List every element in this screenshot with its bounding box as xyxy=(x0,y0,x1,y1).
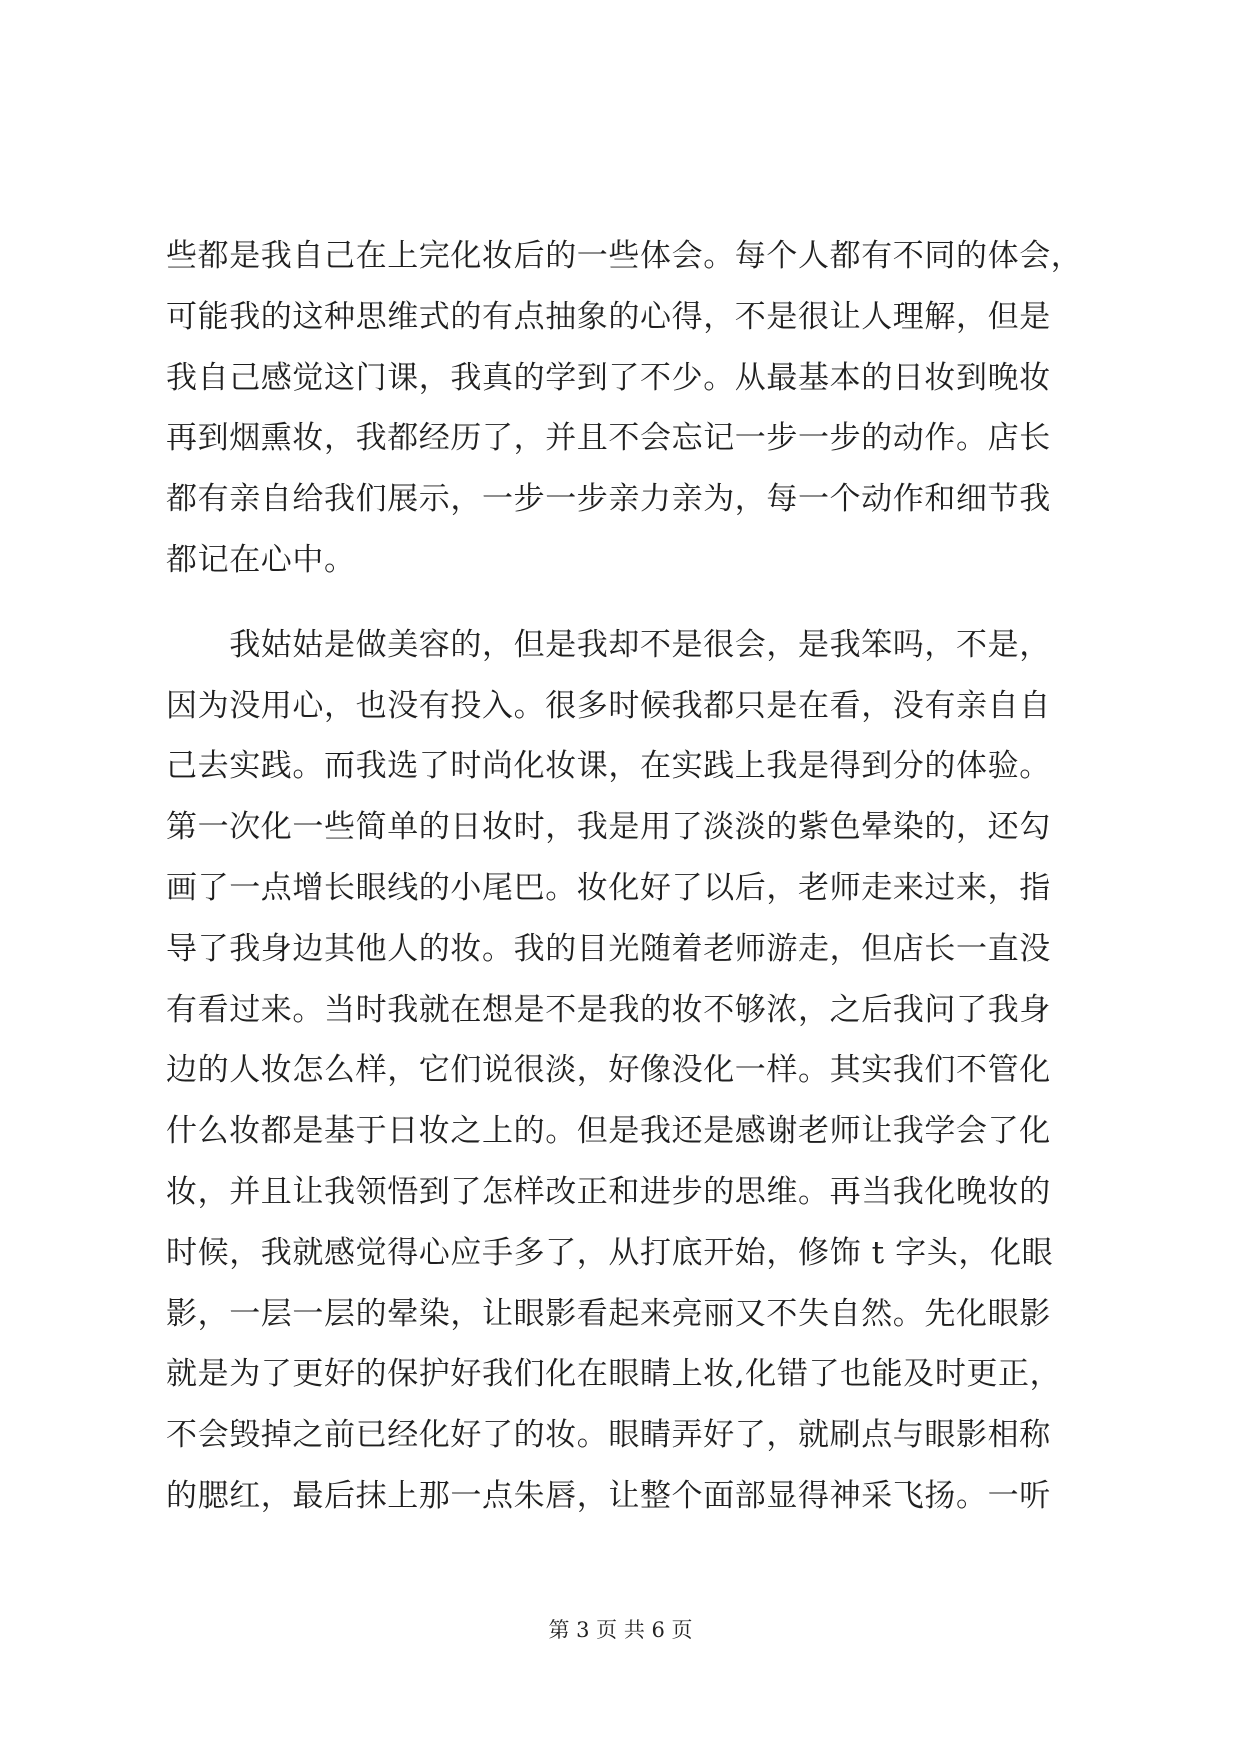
text-line: 时候，我就感觉得心应手多了，从打底开始，修饰 t 字头，化眼 xyxy=(166,1234,1054,1271)
page-footer xyxy=(0,1614,1241,1644)
text-line: 导了我身边其他人的妆。我的目光随着老师游走，但店长一直没 xyxy=(166,930,1051,967)
page-number: 第 3 页 共 6 页 xyxy=(548,1618,693,1642)
text-line: 什么妆都是基于日妆之上的。但是我还是感谢老师让我学会了化 xyxy=(166,1113,1051,1150)
text-line: 可能我的这种思维式的有点抽象的心得，不是很让人理解，但是 xyxy=(166,298,1051,335)
text-line: 边的人妆怎么样，它们说很淡，好像没化一样。其实我们不管化 xyxy=(166,1052,1051,1089)
text-line: 的腮红，最后抹上那一点朱唇，让整个面部显得神采飞扬。一听 xyxy=(166,1477,1051,1514)
text-line: 画了一点增长眼线的小尾巴。妆化好了以后，老师走来过来，指 xyxy=(166,869,1051,906)
text-line: 我自己感觉这门课，我真的学到了不少。从最基本的日妆到晚妆 xyxy=(166,359,1051,396)
text-line: 不会毁掉之前已经化好了的妆。眼睛弄好了，就刷点与眼影相称 xyxy=(166,1417,1051,1454)
text-line: 己去实践。而我选了时尚化妆课，在实践上我是得到分的体验。 xyxy=(166,748,1051,785)
text-line: 都记在心中。 xyxy=(166,541,356,578)
paragraph-1 xyxy=(166,226,1126,591)
text-line: 我姑姑是做美容的，但是我却不是很会，是我笨吗，不是， xyxy=(166,626,1051,663)
text-line: 有看过来。当时我就在想是不是我的妆不够浓，之后我问了我身 xyxy=(166,991,1051,1028)
text-line: 都有亲自给我们展示，一步一步亲力亲为，每一个动作和细节我 xyxy=(166,481,1051,518)
text-line: 影，一层一层的晕染，让眼影看起来亮丽又不失自然。先化眼影 xyxy=(166,1295,1051,1332)
paragraph-2 xyxy=(166,615,1126,1527)
paragraph-gap xyxy=(166,591,1126,615)
text-line: 就是为了更好的保护好我们化在眼睛上妆,化错了也能及时更正， xyxy=(166,1356,1062,1393)
text-line: 因为没用心，也没有投入。很多时候我都只是在看，没有亲自自 xyxy=(166,687,1051,724)
text-line: 再到烟熏妆，我都经历了，并且不会忘记一步一步的动作。店长 xyxy=(166,420,1051,457)
text-line: 第一次化一些简单的日妆时，我是用了淡淡的紫色晕染的，还勾 xyxy=(166,809,1051,846)
document-body xyxy=(166,226,1126,1527)
text-line: 妆，并且让我领悟到了怎样改正和进步的思维。再当我化晚妆的 xyxy=(166,1173,1051,1210)
text-line: 些都是我自己在上完化妆后的一些体会。每个人都有不同的体会， xyxy=(166,238,1083,274)
